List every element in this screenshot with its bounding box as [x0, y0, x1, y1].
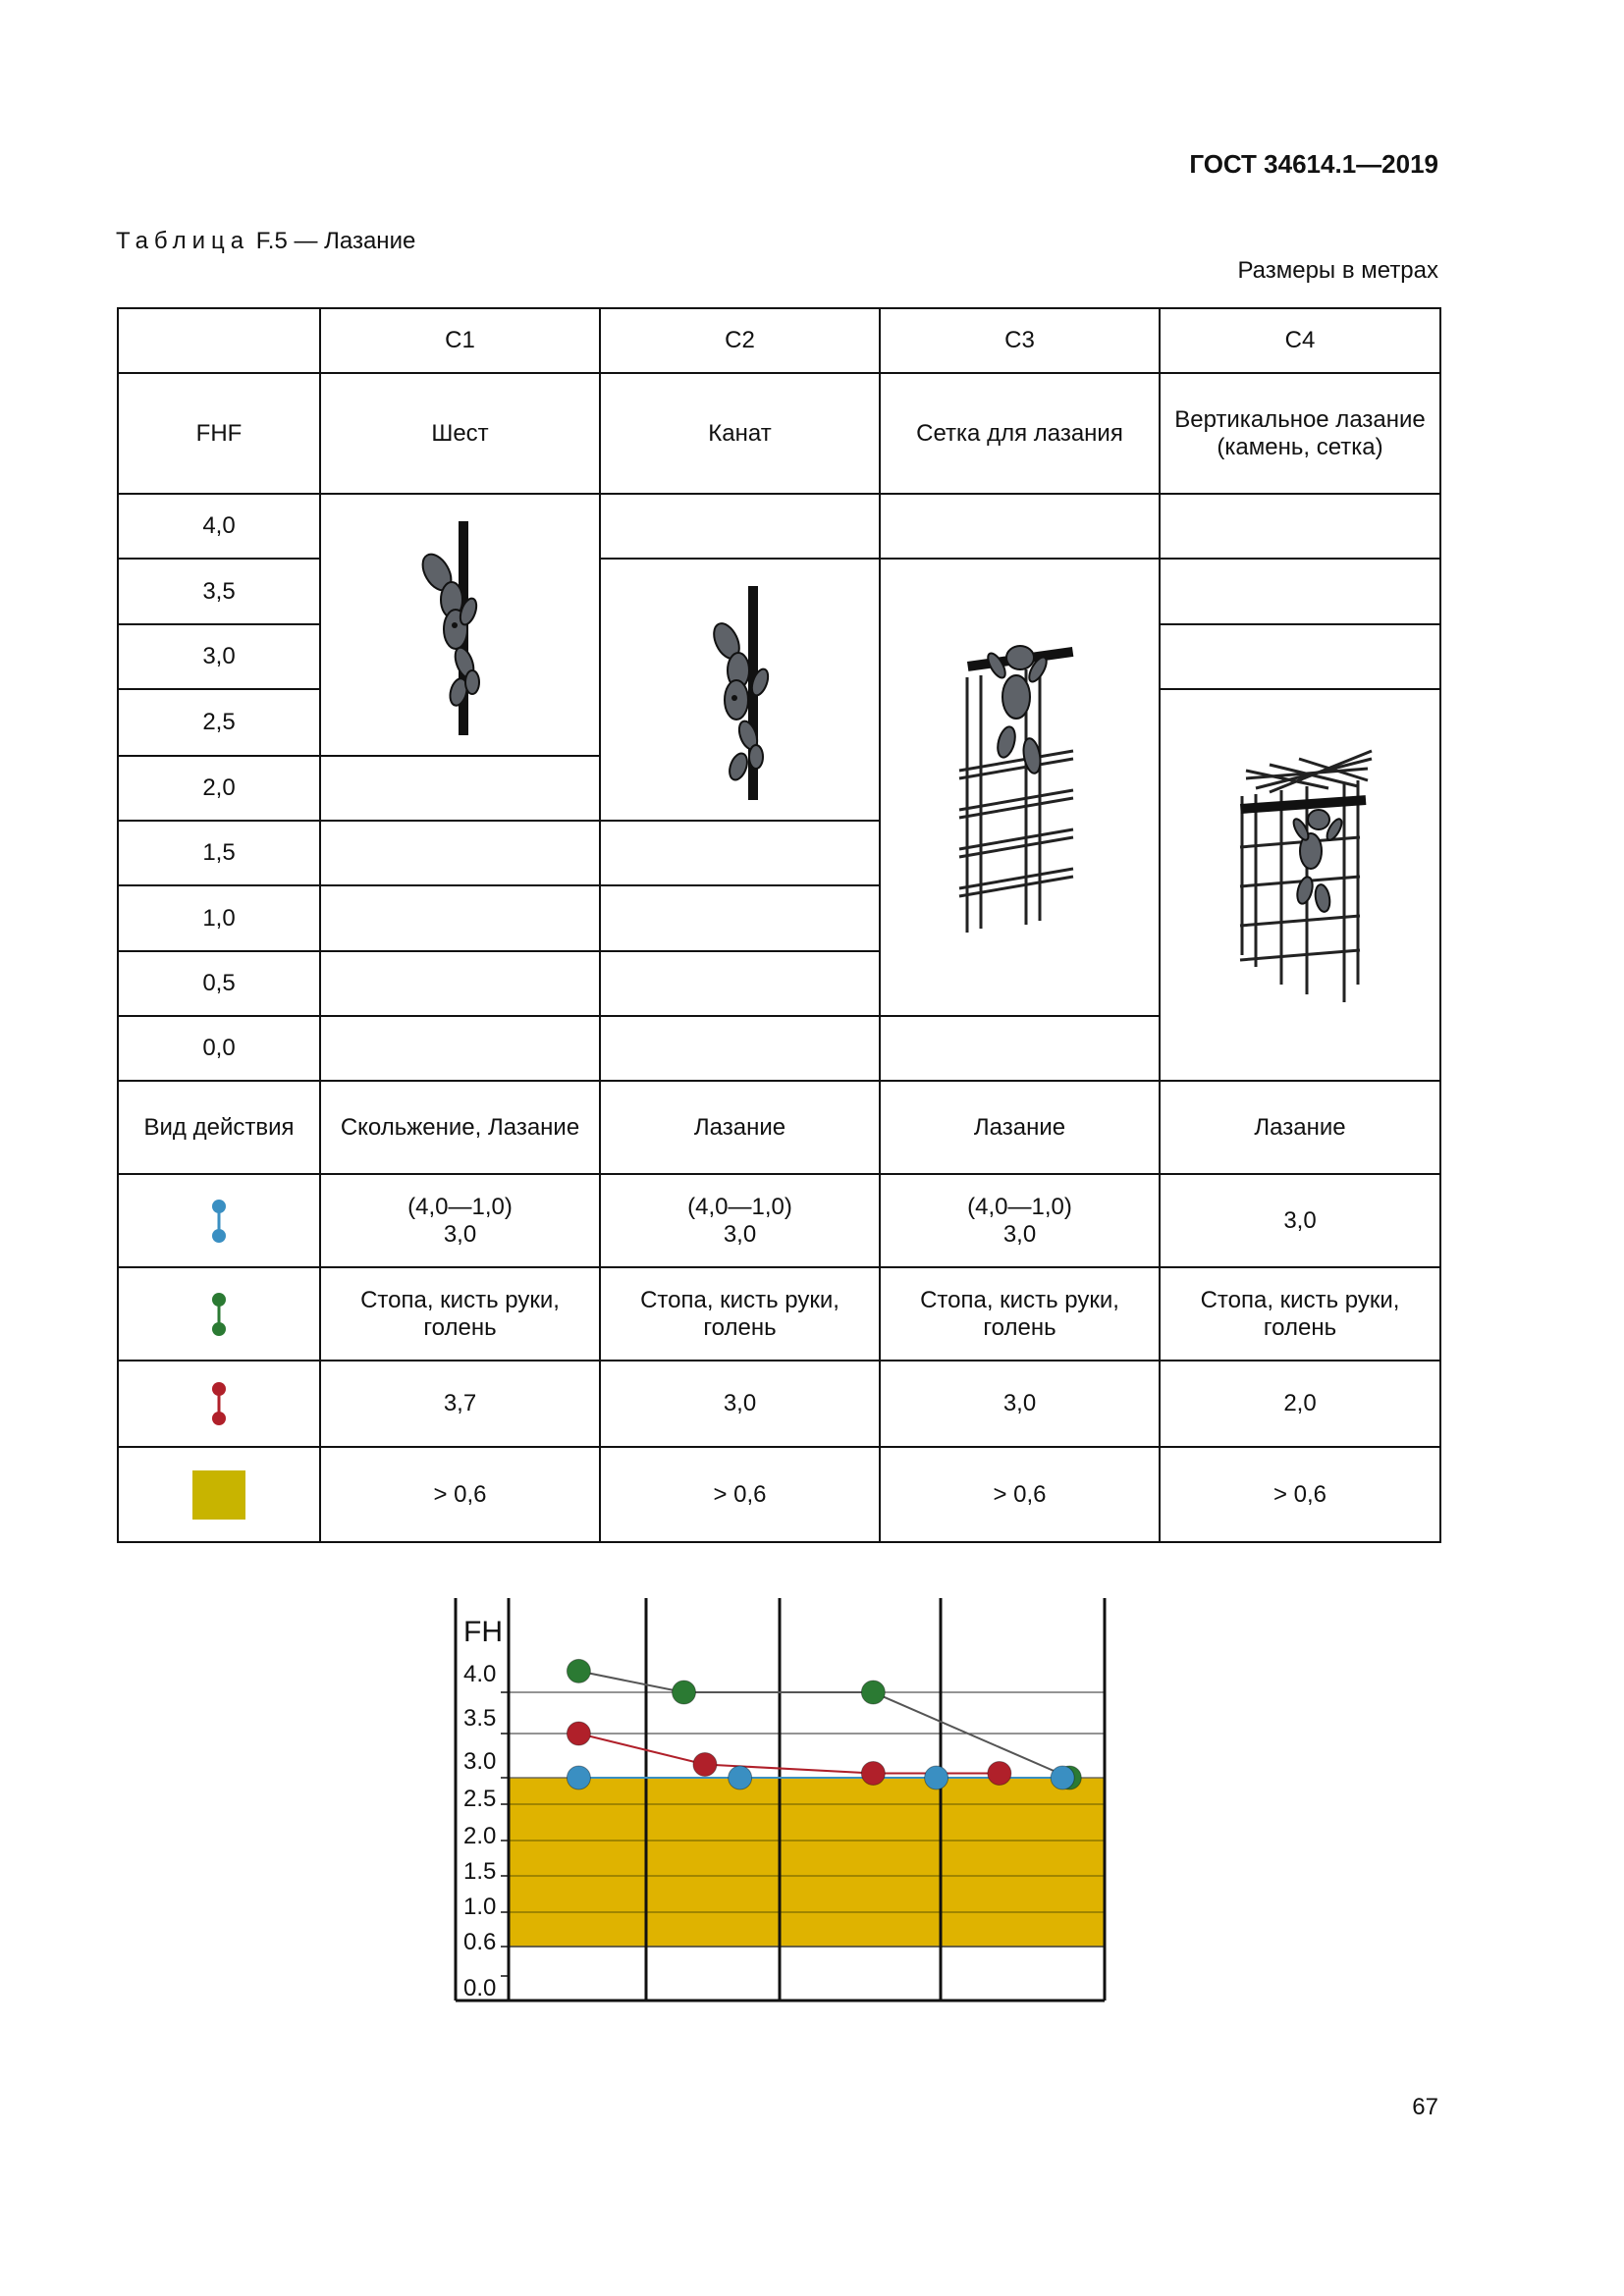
action-c1: Скольжение, Лазание: [320, 1081, 600, 1174]
climbing-table: [117, 307, 1441, 1543]
net-climber-icon: [881, 560, 1159, 1014]
empty-cell: [600, 951, 880, 1016]
figure-pole-cell: [320, 494, 600, 756]
y-tick-label: 4.0: [463, 1661, 497, 1687]
point-green: [673, 1681, 696, 1704]
corner-cell: [118, 308, 320, 373]
yellow-c2: > 0,6: [600, 1447, 880, 1542]
yellow-c4: > 0,6: [1160, 1447, 1440, 1542]
height-label: 2,5: [118, 689, 320, 756]
blue-range: (4,0—1,0): [967, 1193, 1072, 1220]
height-row: [118, 494, 1440, 559]
y-axis-label: FH: [463, 1616, 503, 1648]
action-row: [118, 1081, 1440, 1174]
caption-title: F.5 — Лазание: [249, 228, 416, 254]
blue-legend-cell: [118, 1174, 320, 1267]
green-dumbbell-icon: [209, 1292, 229, 1337]
empty-cell: [600, 821, 880, 885]
safety-area-fill: [509, 1778, 1105, 1947]
action-c4: Лазание: [1160, 1081, 1440, 1174]
blue-legend-row: [118, 1174, 1440, 1267]
standard-id: ГОСТ 34614.1—2019: [1189, 149, 1438, 179]
figure-net-cell: [880, 559, 1160, 1016]
red-c2: 3,0: [600, 1361, 880, 1447]
empty-cell: [320, 756, 600, 821]
point-blue: [729, 1766, 752, 1789]
green-legend-cell: [118, 1267, 320, 1361]
point-red: [861, 1762, 885, 1786]
red-legend-cell: [118, 1361, 320, 1447]
pole-climber-icon: [321, 496, 599, 755]
point-blue: [567, 1766, 590, 1789]
y-tick-label: 2.0: [463, 1823, 497, 1849]
height-label: 1,5: [118, 821, 320, 885]
table-caption: [116, 228, 415, 255]
point-green: [567, 1659, 590, 1682]
height-row: [118, 559, 1440, 624]
equipment-c1: Шест: [320, 373, 600, 494]
y-tick-label: 0.6: [463, 1929, 497, 1955]
red-c3: 3,0: [880, 1361, 1160, 1447]
equipment-c3: Сетка для лазания: [880, 373, 1160, 494]
green-legend-row: [118, 1267, 1440, 1361]
blue-dumbbell-icon: [209, 1199, 229, 1244]
action-c3: Лазание: [880, 1081, 1160, 1174]
red-c1: 3,7: [320, 1361, 600, 1447]
page-number: 67: [1412, 2094, 1438, 2120]
equipment-c4: Вертикальное лазание (камень, сетка): [1160, 373, 1440, 494]
red-legend-row: [118, 1361, 1440, 1447]
point-blue: [1051, 1766, 1074, 1789]
blue-c3: [880, 1174, 1160, 1267]
y-tick-label: 2.5: [463, 1786, 497, 1812]
figure-wall-cell: [1160, 689, 1440, 1081]
empty-cell: [320, 951, 600, 1016]
green-c3: Стопа, кисть руки, голень: [880, 1267, 1160, 1361]
blue-c2: [600, 1174, 880, 1267]
y-tick-label: 0.0: [463, 1975, 497, 2002]
caption-label: Таблица: [116, 228, 250, 254]
wall-climber-icon: [1162, 690, 1439, 1080]
equipment-row: [118, 373, 1440, 494]
blue-value: 3,0: [443, 1220, 477, 1248]
action-c2: Лазание: [600, 1081, 880, 1174]
equipment-c2: Канат: [600, 373, 880, 494]
y-tick-label: 3.0: [463, 1748, 497, 1775]
yellow-square-icon: [192, 1470, 245, 1520]
col-header-c1: C1: [320, 308, 600, 373]
blue-range: (4,0—1,0): [407, 1193, 513, 1220]
empty-cell: [320, 1016, 600, 1081]
empty-cell: [320, 821, 600, 885]
empty-cell: [1160, 624, 1440, 689]
y-tick-label: 1.5: [463, 1858, 497, 1885]
y-tick-label: 1.0: [463, 1894, 497, 1920]
blue-c4: [1160, 1174, 1440, 1267]
green-c1: Стопа, кисть руки, голень: [320, 1267, 600, 1361]
units-note: Размеры в метрах: [1237, 257, 1438, 284]
col-header-c3: C3: [880, 308, 1160, 373]
height-label: 3,0: [118, 624, 320, 689]
green-c4: Стопа, кисть руки, голень: [1160, 1267, 1440, 1361]
empty-cell: [600, 494, 880, 559]
height-label: 0,5: [118, 951, 320, 1016]
red-c4: 2,0: [1160, 1361, 1440, 1447]
point-red: [693, 1753, 717, 1777]
height-label: 1,0: [118, 885, 320, 950]
empty-cell: [600, 885, 880, 950]
height-label: 2,0: [118, 756, 320, 821]
col-header-c4: C4: [1160, 308, 1440, 373]
yellow-c3: > 0,6: [880, 1447, 1160, 1542]
point-blue: [925, 1766, 948, 1789]
blue-value: 3,0: [1283, 1206, 1317, 1234]
rope-climber-icon: [601, 561, 879, 820]
red-dumbbell-icon: [209, 1381, 229, 1426]
point-red: [988, 1762, 1011, 1786]
column-header-row: [118, 308, 1440, 373]
empty-cell: [600, 1016, 880, 1081]
height-label: 3,5: [118, 559, 320, 624]
yellow-c1: > 0,6: [320, 1447, 600, 1542]
green-c2: Стопа, кисть руки, голень: [600, 1267, 880, 1361]
point-red: [567, 1722, 590, 1745]
action-label: Вид действия: [118, 1081, 320, 1174]
height-label: 0,0: [118, 1016, 320, 1081]
figure-rope-cell: [600, 559, 880, 821]
blue-value: 3,0: [723, 1220, 757, 1248]
empty-cell: [320, 885, 600, 950]
empty-cell: [880, 1016, 1160, 1081]
height-label: 4,0: [118, 494, 320, 559]
yellow-legend-row: [118, 1447, 1440, 1542]
empty-cell: [1160, 494, 1440, 559]
yellow-legend-cell: [118, 1447, 320, 1542]
col-header-c2: C2: [600, 308, 880, 373]
fhf-label: FHF: [118, 373, 320, 494]
fh-chart: [452, 1598, 1111, 2006]
empty-cell: [1160, 559, 1440, 624]
y-tick-label: 3.5: [463, 1705, 497, 1732]
blue-range: (4,0—1,0): [687, 1193, 792, 1220]
blue-c1: [320, 1174, 600, 1267]
point-green: [861, 1681, 885, 1704]
blue-value: 3,0: [1002, 1220, 1037, 1248]
empty-cell: [880, 494, 1160, 559]
